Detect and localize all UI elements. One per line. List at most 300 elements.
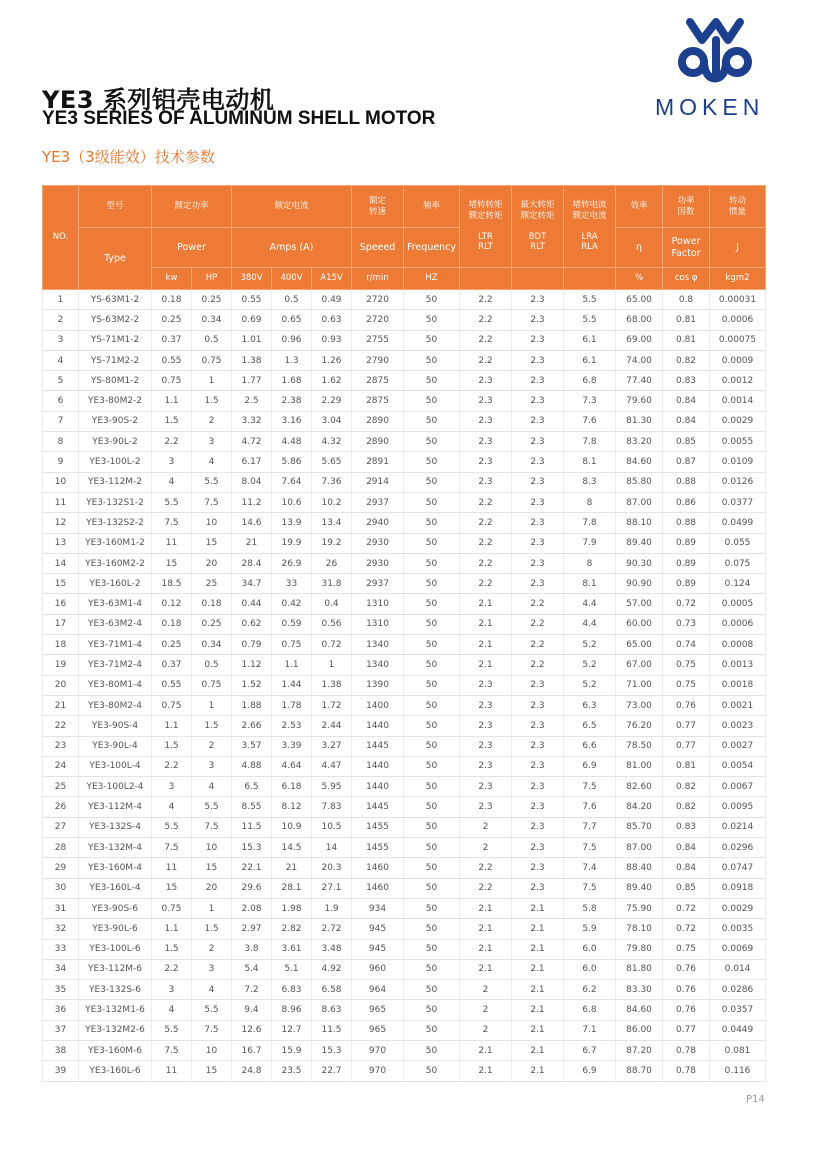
- table-cell: 88.70: [616, 1061, 663, 1081]
- table-cell: 50: [404, 594, 460, 614]
- table-cell: 2.1: [512, 1040, 564, 1060]
- table-cell: YE3-63M2-4: [79, 614, 152, 634]
- table-cell: 1.62: [312, 371, 352, 391]
- table-cell: 3.61: [272, 939, 312, 959]
- table-cell: 6: [43, 391, 79, 411]
- table-cell: 5.95: [312, 777, 352, 797]
- table-cell: YE3-160L-2: [79, 574, 152, 594]
- table-cell: 2.72: [312, 919, 352, 939]
- table-cell: 50: [404, 1000, 460, 1020]
- table-cell: 36: [43, 1000, 79, 1020]
- table-cell: 4.88: [232, 756, 272, 776]
- table-cell: 15: [192, 858, 232, 878]
- table-cell: 50: [404, 898, 460, 918]
- table-cell: 26: [312, 553, 352, 573]
- table-cell: YE3-80M1-4: [79, 675, 152, 695]
- table-cell: 0.37: [152, 655, 192, 675]
- table-cell: 3.57: [232, 736, 272, 756]
- table-cell: 964: [352, 980, 404, 1000]
- table-cell: 1.12: [232, 655, 272, 675]
- table-cell: 1.38: [312, 675, 352, 695]
- table-cell: 0.4: [312, 594, 352, 614]
- table-cell: 37: [43, 1020, 79, 1040]
- header-freq-cn: 频率: [404, 186, 460, 228]
- table-row: [43, 553, 766, 573]
- table-cell: 2.3: [460, 391, 512, 411]
- table-cell: YE3-112M-2: [79, 472, 152, 492]
- table-cell: 50: [404, 695, 460, 715]
- table-cell: 1.1: [152, 391, 192, 411]
- table-cell: 0.77: [663, 716, 710, 736]
- table-cell: 18.5: [152, 574, 192, 594]
- table-cell: 2875: [352, 391, 404, 411]
- table-cell: 0.0357: [710, 1000, 766, 1020]
- table-cell: 10: [192, 513, 232, 533]
- table-cell: 2: [43, 310, 79, 330]
- table-cell: 0.72: [663, 594, 710, 614]
- table-cell: 934: [352, 898, 404, 918]
- table-row: [43, 290, 766, 310]
- table-cell: 50: [404, 980, 460, 1000]
- table-body: [43, 290, 766, 1082]
- table-cell: 85.70: [616, 817, 663, 837]
- table-cell: 24.8: [232, 1061, 272, 1081]
- table-cell: 2: [192, 736, 232, 756]
- table-cell: 6.17: [232, 452, 272, 472]
- table-cell: 1.5: [192, 391, 232, 411]
- table-cell: 2.44: [312, 716, 352, 736]
- table-cell: 3.32: [232, 411, 272, 431]
- table-cell: 15: [192, 533, 232, 553]
- table-cell: 0.25: [192, 614, 232, 634]
- header-power-cn: 额定功率: [152, 186, 232, 228]
- header-ltr: [460, 186, 512, 268]
- table-cell: 0.82: [663, 797, 710, 817]
- header-ltr-cn: 堵转转矩 额定转矩: [468, 200, 503, 221]
- table-cell: 22.1: [232, 858, 272, 878]
- table-cell: 1.26: [312, 350, 352, 370]
- table-cell: 2891: [352, 452, 404, 472]
- table-cell: 1310: [352, 614, 404, 634]
- table-cell: 6.83: [272, 980, 312, 1000]
- table-cell: 2.3: [512, 330, 564, 350]
- table-cell: 50: [404, 716, 460, 736]
- table-cell: 16: [43, 594, 79, 614]
- table-cell: 65.00: [616, 290, 663, 310]
- table-cell: 1460: [352, 858, 404, 878]
- table-cell: YE3-132M-4: [79, 838, 152, 858]
- table-cell: 10.5: [312, 817, 352, 837]
- table-cell: 2.2: [460, 492, 512, 512]
- table-cell: 50: [404, 513, 460, 533]
- table-cell: 19.9: [272, 533, 312, 553]
- table-cell: 1340: [352, 655, 404, 675]
- table-cell: 2.3: [512, 432, 564, 452]
- table-cell: 27.1: [312, 878, 352, 898]
- table-cell: 8.96: [272, 1000, 312, 1020]
- table-cell: YE3-132M1-6: [79, 1000, 152, 1020]
- table-cell: 1.5: [152, 736, 192, 756]
- table-cell: 11: [43, 492, 79, 512]
- table-cell: 2.3: [460, 371, 512, 391]
- table-cell: 1.1: [152, 919, 192, 939]
- table-cell: YE3-90S-4: [79, 716, 152, 736]
- table-cell: 11.5: [232, 817, 272, 837]
- table-cell: 5.9: [564, 919, 616, 939]
- table-cell: 87.00: [616, 492, 663, 512]
- table-cell: 26.9: [272, 553, 312, 573]
- table-cell: 0.34: [192, 635, 232, 655]
- table-cell: 20: [43, 675, 79, 695]
- table-cell: 50: [404, 675, 460, 695]
- table-cell: 15: [192, 1061, 232, 1081]
- table-cell: 0.72: [663, 919, 710, 939]
- table-cell: 0.0035: [710, 919, 766, 939]
- header-inertia-en: J: [710, 228, 766, 268]
- table-cell: YS-63M2-2: [79, 310, 152, 330]
- table-cell: 5.1: [272, 959, 312, 979]
- table-cell: 15: [152, 553, 192, 573]
- table-cell: 10.2: [312, 492, 352, 512]
- table-cell: 50: [404, 959, 460, 979]
- table-cell: 3: [192, 432, 232, 452]
- table-cell: 50: [404, 655, 460, 675]
- table-cell: 2: [460, 1000, 512, 1020]
- table-cell: 2.2: [152, 959, 192, 979]
- table-cell: 3: [152, 777, 192, 797]
- table-cell: 5.2: [564, 675, 616, 695]
- table-cell: 2.2: [512, 594, 564, 614]
- table-row: [43, 919, 766, 939]
- table-cell: 0.75: [152, 695, 192, 715]
- table-cell: 7.5: [192, 492, 232, 512]
- table-cell: 8: [43, 432, 79, 452]
- table-cell: 10: [192, 838, 232, 858]
- table-cell: 2.3: [512, 310, 564, 330]
- table-cell: 5.65: [312, 452, 352, 472]
- table-cell: 6.2: [564, 980, 616, 1000]
- table-cell: 0.84: [663, 411, 710, 431]
- table-cell: 0.0069: [710, 939, 766, 959]
- table-cell: 2.3: [460, 716, 512, 736]
- table-cell: 0.081: [710, 1040, 766, 1060]
- table-cell: 2890: [352, 432, 404, 452]
- table-cell: 88.40: [616, 858, 663, 878]
- table-cell: 12.7: [272, 1020, 312, 1040]
- table-cell: 0.74: [663, 635, 710, 655]
- table-cell: 0.65: [272, 310, 312, 330]
- table-cell: 8.63: [312, 1000, 352, 1020]
- table-cell: 0.75: [272, 635, 312, 655]
- table-cell: 965: [352, 1000, 404, 1020]
- table-cell: 2.3: [512, 371, 564, 391]
- table-row: [43, 756, 766, 776]
- table-cell: 4: [192, 980, 232, 1000]
- table-row: [43, 675, 766, 695]
- table-cell: 50: [404, 756, 460, 776]
- table-cell: 0.63: [312, 310, 352, 330]
- table-cell: 31: [43, 898, 79, 918]
- table-cell: 2.29: [312, 391, 352, 411]
- table-cell: 83.20: [616, 432, 663, 452]
- table-cell: 31.8: [312, 574, 352, 594]
- table-cell: 50: [404, 472, 460, 492]
- table-row: [43, 472, 766, 492]
- header-type-cn: 型号: [79, 186, 152, 228]
- table-cell: 50: [404, 432, 460, 452]
- table-cell: 21: [272, 858, 312, 878]
- table-cell: 2.1: [460, 635, 512, 655]
- header-power-en: Power: [152, 228, 232, 268]
- table-cell: 0.84: [663, 838, 710, 858]
- table-cell: 50: [404, 1040, 460, 1060]
- table-cell: 7.4: [564, 858, 616, 878]
- table-cell: 81.80: [616, 959, 663, 979]
- table-cell: 0.78: [663, 1040, 710, 1060]
- table-cell: 83.30: [616, 980, 663, 1000]
- table-row: [43, 310, 766, 330]
- table-cell: 25: [43, 777, 79, 797]
- table-cell: 9: [43, 452, 79, 472]
- table-cell: 6.7: [564, 1040, 616, 1060]
- table-cell: 50: [404, 553, 460, 573]
- header-pf-unit: cos φ: [663, 268, 710, 290]
- table-cell: 2.3: [512, 756, 564, 776]
- table-cell: 0.25: [192, 290, 232, 310]
- table-row: [43, 391, 766, 411]
- table-cell: YE3-71M1-4: [79, 635, 152, 655]
- table-cell: 1.44: [272, 675, 312, 695]
- table-row: [43, 411, 766, 431]
- table-cell: 2.3: [512, 675, 564, 695]
- table-cell: 50: [404, 452, 460, 472]
- page-title-cn: YE3 系列铝壳电动机: [42, 86, 275, 114]
- table-cell: 0.72: [312, 635, 352, 655]
- table-cell: 5.5: [152, 1020, 192, 1040]
- header-bdt: [512, 186, 564, 268]
- table-cell: 1.38: [232, 350, 272, 370]
- table-cell: 15: [43, 574, 79, 594]
- table-cell: 2.1: [460, 614, 512, 634]
- table-cell: 0.88: [663, 513, 710, 533]
- table-cell: 7.5: [564, 838, 616, 858]
- table-cell: 2.1: [512, 1061, 564, 1081]
- table-cell: 0.81: [663, 756, 710, 776]
- table-cell: 11: [152, 533, 192, 553]
- table-cell: 12: [43, 513, 79, 533]
- table-cell: 75.90: [616, 898, 663, 918]
- table-cell: 50: [404, 858, 460, 878]
- header-400v: 400V: [272, 268, 312, 290]
- table-cell: 2875: [352, 371, 404, 391]
- table-cell: YE3-80M2-4: [79, 695, 152, 715]
- table-cell: 2.3: [460, 675, 512, 695]
- table-cell: 2.3: [512, 817, 564, 837]
- table-cell: 28.4: [232, 553, 272, 573]
- table-cell: 14: [312, 838, 352, 858]
- table-cell: 0.55: [152, 350, 192, 370]
- table-cell: 2.1: [512, 1020, 564, 1040]
- table-row: [43, 513, 766, 533]
- table-cell: 0.0377: [710, 492, 766, 512]
- header-freq-unit: HZ: [404, 268, 460, 290]
- table-cell: 0.0006: [710, 614, 766, 634]
- table-cell: 1: [43, 290, 79, 310]
- table-cell: 23.5: [272, 1061, 312, 1081]
- table-cell: 0.0027: [710, 736, 766, 756]
- table-cell: 2.1: [512, 980, 564, 1000]
- table-cell: 35: [43, 980, 79, 1000]
- table-cell: YS-80M1-2: [79, 371, 152, 391]
- table-cell: 79.60: [616, 391, 663, 411]
- table-cell: 5: [43, 371, 79, 391]
- table-cell: 2.3: [512, 350, 564, 370]
- table-cell: 2930: [352, 553, 404, 573]
- table-cell: 2: [192, 939, 232, 959]
- table-cell: 3.27: [312, 736, 352, 756]
- table-cell: 1400: [352, 695, 404, 715]
- table-cell: 1.72: [312, 695, 352, 715]
- table-cell: 970: [352, 1040, 404, 1060]
- table-cell: 0.81: [663, 310, 710, 330]
- header-eff-cn: 效率: [616, 186, 663, 228]
- table-cell: 71.00: [616, 675, 663, 695]
- table-cell: 0.0918: [710, 878, 766, 898]
- table-cell: 2940: [352, 513, 404, 533]
- table-cell: 20: [192, 553, 232, 573]
- table-row: [43, 959, 766, 979]
- table-cell: 0.0054: [710, 756, 766, 776]
- table-cell: 13: [43, 533, 79, 553]
- table-cell: 90.30: [616, 553, 663, 573]
- table-cell: 3.8: [232, 939, 272, 959]
- table-cell: 34.7: [232, 574, 272, 594]
- table-cell: 1310: [352, 594, 404, 614]
- table-cell: 0.75: [663, 675, 710, 695]
- table-cell: 50: [404, 290, 460, 310]
- table-cell: 50: [404, 371, 460, 391]
- table-cell: 7.6: [564, 411, 616, 431]
- table-cell: 79.80: [616, 939, 663, 959]
- table-cell: 1.98: [272, 898, 312, 918]
- table-cell: 0.0286: [710, 980, 766, 1000]
- header-freq-en: Frequency: [404, 228, 460, 268]
- table-cell: 1390: [352, 675, 404, 695]
- table-cell: 3.48: [312, 939, 352, 959]
- table-cell: YE3-90S-2: [79, 411, 152, 431]
- table-cell: 0.37: [152, 330, 192, 350]
- table-cell: 0.84: [663, 391, 710, 411]
- table-cell: 7.9: [564, 533, 616, 553]
- table-cell: 2.2: [152, 432, 192, 452]
- table-cell: 0.5: [192, 330, 232, 350]
- table-cell: 2.3: [460, 797, 512, 817]
- table-cell: 11.5: [312, 1020, 352, 1040]
- table-cell: 3.16: [272, 411, 312, 431]
- table-cell: 0.12: [152, 594, 192, 614]
- header-no: NO.: [43, 186, 79, 290]
- table-cell: 0.73: [663, 614, 710, 634]
- table-cell: 1.5: [152, 411, 192, 431]
- table-cell: 0.0006: [710, 310, 766, 330]
- table-row: [43, 878, 766, 898]
- table-cell: 2890: [352, 411, 404, 431]
- table-cell: 2.2: [460, 290, 512, 310]
- table-cell: 0.89: [663, 553, 710, 573]
- table-cell: 1.5: [192, 716, 232, 736]
- table-cell: 2.3: [512, 878, 564, 898]
- table-cell: 2: [192, 411, 232, 431]
- table-cell: 87.00: [616, 838, 663, 858]
- table-row: [43, 614, 766, 634]
- table-cell: 5.5: [564, 290, 616, 310]
- table-cell: 0.0499: [710, 513, 766, 533]
- table-cell: 4: [192, 777, 232, 797]
- table-row: [43, 655, 766, 675]
- header-ltr-en: LTR RLT: [478, 231, 493, 253]
- header-415v: A15V: [312, 268, 352, 290]
- table-cell: 5.2: [564, 655, 616, 675]
- table-cell: 73.00: [616, 695, 663, 715]
- table-cell: 0.0008: [710, 635, 766, 655]
- table-cell: 50: [404, 878, 460, 898]
- table-cell: 2.3: [512, 777, 564, 797]
- table-cell: 22: [43, 716, 79, 736]
- table-cell: 0.5: [272, 290, 312, 310]
- table-cell: YS-71M1-2: [79, 330, 152, 350]
- table-cell: 0.0018: [710, 675, 766, 695]
- table-cell: 2.2: [460, 878, 512, 898]
- header-speed-en: Speeed: [352, 228, 404, 268]
- table-cell: 8.04: [232, 472, 272, 492]
- table-cell: 2914: [352, 472, 404, 492]
- table-cell: 0.89: [663, 574, 710, 594]
- table-cell: 8: [564, 492, 616, 512]
- section-subtitle: YE3（3级能效）技术参数: [42, 148, 215, 166]
- table-cell: 2.3: [460, 411, 512, 431]
- table-cell: 2.1: [460, 1061, 512, 1081]
- table-cell: 4.72: [232, 432, 272, 452]
- table-cell: 8.1: [564, 452, 616, 472]
- table-cell: 5.5: [192, 472, 232, 492]
- table-cell: 4: [152, 472, 192, 492]
- table-row: [43, 695, 766, 715]
- table-cell: 9.4: [232, 1000, 272, 1020]
- table-cell: 82.60: [616, 777, 663, 797]
- table-cell: 89.40: [616, 878, 663, 898]
- table-row: [43, 817, 766, 837]
- table-cell: 15.3: [312, 1040, 352, 1060]
- table-cell: 3.39: [272, 736, 312, 756]
- table-cell: 2.2: [460, 513, 512, 533]
- table-cell: 50: [404, 919, 460, 939]
- table-cell: 0.56: [312, 614, 352, 634]
- table-cell: 6.8: [564, 371, 616, 391]
- table-cell: 10: [43, 472, 79, 492]
- table-cell: 32: [43, 919, 79, 939]
- table-cell: 0.0013: [710, 655, 766, 675]
- table-cell: 0.77: [663, 736, 710, 756]
- table-cell: 0.96: [272, 330, 312, 350]
- table-cell: YE3-100L-6: [79, 939, 152, 959]
- table-cell: 29.6: [232, 878, 272, 898]
- table-cell: 50: [404, 817, 460, 837]
- table-cell: 0.76: [663, 695, 710, 715]
- header-hp: HP: [192, 268, 232, 290]
- header-ltr-unit: [460, 268, 512, 290]
- table-row: [43, 492, 766, 512]
- table-cell: 0.88: [663, 472, 710, 492]
